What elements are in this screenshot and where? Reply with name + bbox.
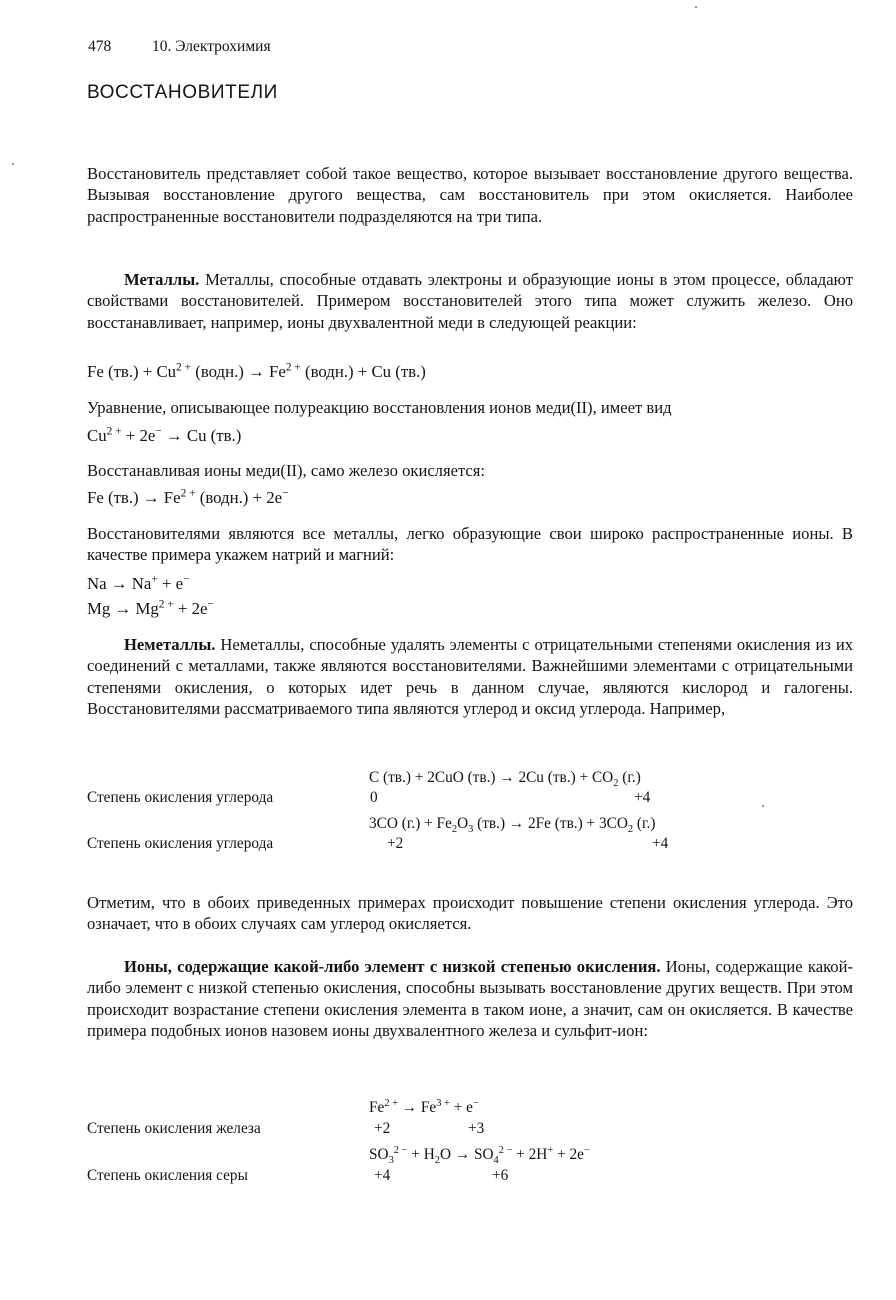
equation-magnesium: $Mg \to Mg^{2 +} + 2e^-$ [87, 598, 214, 618]
carbon-conclusion-paragraph: Отметим, что в обоих приведенных примерах происходит повышение степени окисления углерода. Это означает, что в обоих случаях сам углерод окисляется. [87, 893, 853, 934]
nonmetals-text: Неметаллы, способные удалять элементы с отрицательными степенями окисления из их соединений с металлами, также являются восстановителями. Важнейшими элементами с отрицательными степенями окисления, о которых идет речь в данном случае, являются кислород и галогены. Восстановителями рассматриваемого типа являются углерод и оксид углерода. Например, [87, 635, 853, 718]
equation-sodium: Na → Na+ + e− [87, 573, 190, 593]
oxidation-value-co-right: +4 [652, 835, 669, 852]
oxidation-label-carbon-2: Степень окисления углерода [87, 835, 274, 852]
equation-carbon-cuo: C (тв.) + 2CuO (тв.) → 2Cu $(тв.) + CO_2$ (г.) [369, 769, 641, 790]
oxidation-label-carbon-1: Степень окисления углерода [87, 789, 274, 806]
scan-speck [695, 6, 697, 8]
equation-fe-oxidation: Fe $(тв.) \to Fe^{2 +}$ (водн.) + 2e− [87, 487, 289, 507]
oxidation-value-co-left: +2 [387, 835, 404, 852]
intro-paragraph: Восстановитель представляет собой такое вещество, которое вызывает восстановление другого вещества. Вызывая восстановление другого вещества, сам восстановитель при этом окисляется. Наиболее распространенные восстановители подразделяются на три типа. [87, 164, 853, 226]
oxidation-value-c-left: 0 [370, 789, 378, 806]
equation-fe2-fe3: $Fe^{2 +} \to Fe^{3 +} + e^-$ [369, 1097, 479, 1116]
scan-speck [762, 805, 764, 807]
nonmetals-term: Неметаллы. [124, 635, 216, 654]
oxidation-value-s-right: +6 [492, 1167, 509, 1184]
equation-sulfite-sulfate: $SO_3^{2 -} + H_2O \to SO_4^{2 -} + 2H^+ + 2e^-$ [369, 1144, 590, 1167]
scan-speck [12, 163, 14, 165]
oxidation-label-iron: Степень окисления железа [87, 1120, 261, 1137]
running-chapter-title: 10. Электрохимия [152, 38, 271, 55]
ions-paragraph [87, 956, 853, 1041]
half-reaction-intro: Уравнение, описывающее полуреакцию восстановления ионов меди(II), имеет вид [87, 398, 672, 417]
metals-examples-paragraph: Восстановителями являются все металлы, легко образующие свои широко распространенные ионы. В качестве примера укажем натрий и магний: [87, 524, 853, 565]
oxidation-value-s-left: +4 [374, 1167, 391, 1184]
oxidation-value-fe-right: +3 [468, 1120, 485, 1137]
metals-term: Металлы. [124, 270, 200, 289]
iron-oxidation-intro: Восстанавливая ионы меди(II), само железо окисляется: [87, 461, 486, 480]
equation-co-fe2o3: 3CO $(г.) + Fe_2O_3$ (тв.) → 2Fe $(тв.) + 3CO_2$ (г.) [369, 815, 656, 836]
metals-paragraph [87, 269, 853, 333]
section-title: ВОССТАНОВИТЕЛИ [87, 82, 278, 103]
equation-fe-cu: Fe $(тв.) + Cu^{2 +}$ (водн.) → $Fe^{2 +}$ (водн.) + Cu (тв.) [87, 361, 426, 381]
page-number: 478 [88, 38, 112, 55]
equation-cu-reduction: $Cu^{2 +} + 2e^- \to Cu$ (тв.) [87, 425, 242, 445]
oxidation-value-fe-left: +2 [374, 1120, 391, 1137]
ions-text: Ионы, содержащие какой-либо элемент с низкой степенью окисления, способны вызывать восстановление других веществ. При этом происходит возрастание степени окисления элемента в таком ионе, а значит, сам он окисляется. В качестве примера подобных ионов назовем ионы двухвалентного железа и сульфит-ион: [87, 957, 853, 1040]
metals-text: Металлы, способные отдавать электроны и образующие ионы в этом процессе, обладают свойствами восстановителей. Примером восстановителей этого типа может служить железо. Оно восстанавливает, например, ионы двухвалентной меди в следующей реакции: [87, 270, 853, 332]
oxidation-label-sulfur: Степень окисления серы [87, 1167, 248, 1184]
ions-term: Ионы, содержащие какой-либо элемент с низкой степенью окисления. [124, 957, 661, 976]
oxidation-value-c-right: +4 [634, 789, 651, 806]
nonmetals-paragraph [87, 634, 853, 719]
